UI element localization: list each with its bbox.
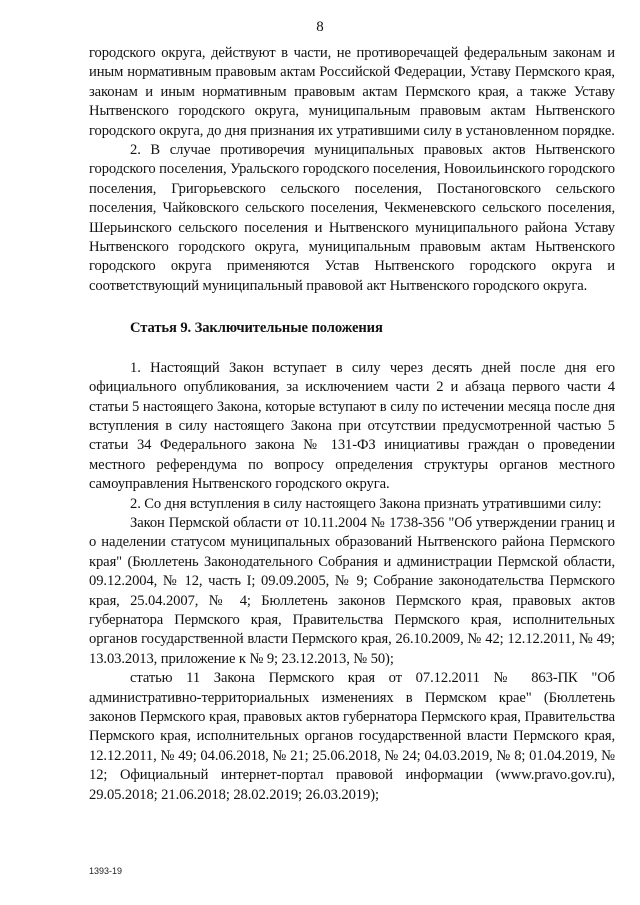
paragraph-article9-part2: 2. Со дня вступления в силу настоящего Закона признать утратившими силу: xyxy=(130,495,602,512)
section-gap xyxy=(89,339,615,359)
document-code: 1393-19 xyxy=(89,866,123,876)
document-body xyxy=(89,44,615,805)
paragraph-repealed-law-2: статью 11 Закона Пермского края от 07.12.2011 № 863-ПК "Об административно-территориальных изменениях в Пермском крае" (Бюллетень законов Пермского края, правовых актов губернатора Пермского края, Правительства Пермского края, исполнительных органов государственной власти Пермского края, 12.12.2011, № 49; 04.06.2018, № 21; 25.06.2018, № 24; 04.03.2019, № 8; 01.04.2019, № 12; Официальный интернет-портал правовой информации (www.pravo.gov.ru), 29.05.2018; 21.06.2018; 28.02.2019; 26.03.2019); xyxy=(89,670,615,803)
page-number: 8 xyxy=(316,19,324,35)
article-heading: Статья 9. Заключительные положения xyxy=(130,320,383,337)
paragraph-article9-part1: 1. Настоящий Закон вступает в силу через десять дней после дня его официального опубликования, за исключением части 2 и абзаца первого части 4 статьи 5 настоящего Закона, которые вступают в силу по истечении месяца после дня вступления в силу настоящего Закона при отсутствии предусмотренной частью 5 статьи 34 Федерального закона № 131-ФЗ инициативы граждан о проведении местного референдума по вопросу определения структуры органов местного самоуправления Нытвенского городского округа. xyxy=(89,359,615,493)
paragraph-continuation: городского округа, действуют в части, не противоречащей федеральным законам и иным нормативным правовым актам Российской Федерации, Уставу Пермского края, законам и иным нормативным правовым актам Пермского края, а также Уставу Нытвенского городского округа, муниципальным правовым актам Нытвенского городского округа, до дня признания их утратившими силу в установленном порядке. xyxy=(89,45,615,139)
paragraph-article8-part2: 2. В случае противоречия муниципальных правовых актов Нытвенского городского поселения, Уральского городского поселения, Новоильинского городского поселения, Григорьевского сельского поселения, Постаноговского сельского поселения, Чайковского сельского поселения, Чекменевского сельского поселения, Шерьинского сельского поселения и Нытвенского муниципального района Уставу Нытвенского городского округа, муниципальным правовым актам Нытвенского городского округа применяются Устав Нытвенского городского округа и соответствующий муниципальный правовой акт Нытвенского городского округа. xyxy=(89,142,615,294)
paragraph-repealed-law-1: Закон Пермской области от 10.11.2004 № 1738-356 "Об утверждении границ и о наделении статусом муниципальных образований Нытвенского района Пермского края" (Бюллетень Законодательного Собрания и администрации Пермской области, 09.12.2004, № 12, часть I; 09.09.2005, № 9; Собрание законодательства Пермского края, 25.04.2007, № 4; Бюллетень законов Пермского края, правовых актов губернатора Пермского края, Правительства Пермского края, исполнительных органов государственной власти Пермского края, 26.10.2009, № 42; 12.12.2011, № 49; 13.03.2013, приложение к № 9; 23.12.2013, № 50); xyxy=(89,514,615,667)
section-gap xyxy=(89,296,615,319)
